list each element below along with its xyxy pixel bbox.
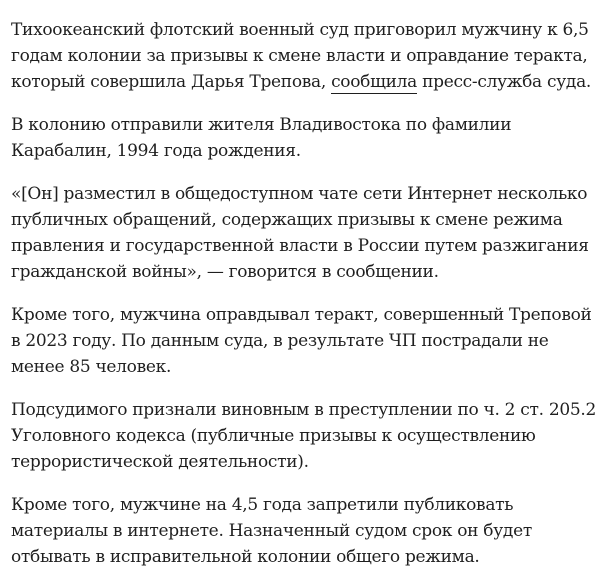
paragraph-verdict-text: Тихоокеанский флотский военный суд приговорил мужчину к 6,5 годам колонии за призывы к смене власти и оправдание теракта, который совершила Дарья Трепова,: [11, 20, 589, 92]
paragraph-verdict: [11, 17, 597, 95]
paragraph-quote: «[Он] разместил в общедоступном чате сети Интернет несколько публичных обращений, содержащих призывы к смене режима правления и государственной власти в России путем разжигания гражданской войны», — говорится в сообщении.: [11, 184, 589, 282]
paragraph-defendant: В колонию отправили жителя Владивостока по фамилии Карабалин, 1994 года рождения.: [11, 115, 512, 161]
paragraph-terror-act: Кроме того, мужчина оправдывал теракт, совершенный Треповой в 2023 году. По данным суда, в результате ЧП пострадали не менее 85 человек.: [11, 305, 592, 377]
source-link[interactable]: сообщила: [331, 72, 417, 92]
paragraph-ban: Кроме того, мужчине на 4,5 года запретили публиковать материалы в интернете. Назначенный судом срок он будет отбывать в исправительной колонии общего режима.: [11, 495, 532, 567]
paragraph-article-code: Подсудимого признали виновным в преступлении по ч. 2 ст. 205.2 Уголовного кодекса (публичные призывы к осуществлению террористической деятельности).: [11, 400, 596, 472]
paragraph-verdict-tail: пресс-служба суда.: [416, 72, 592, 92]
